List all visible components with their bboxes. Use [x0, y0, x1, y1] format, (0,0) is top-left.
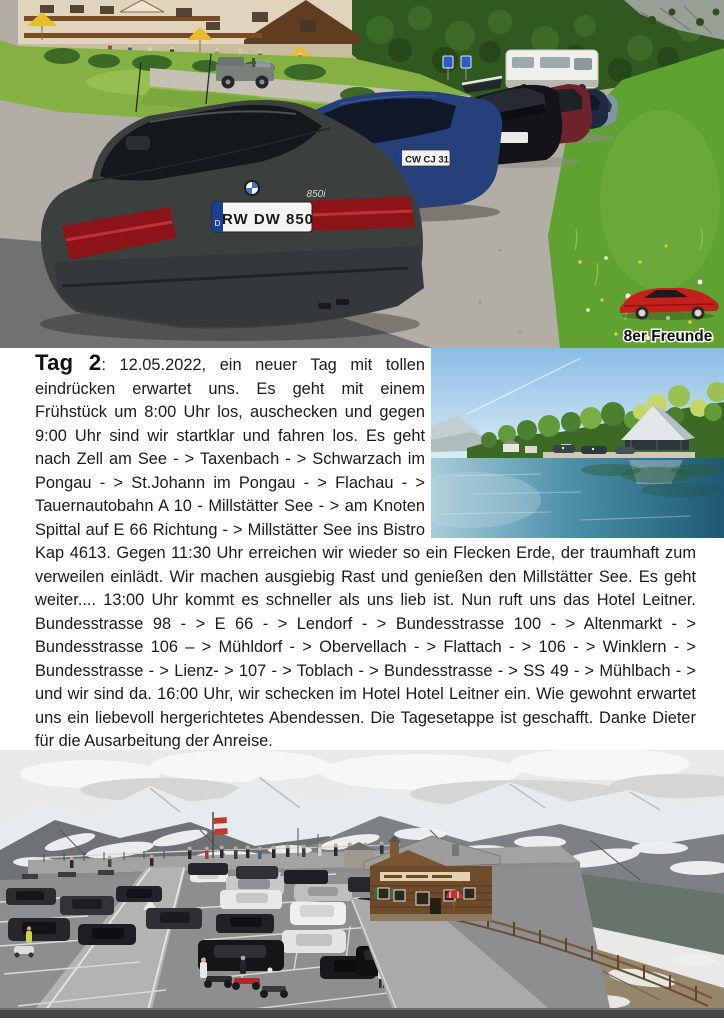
- watermark-label: 8er Freunde: [623, 328, 713, 345]
- day-heading: Tag 2: [35, 350, 102, 375]
- bottom-photo-alpine-pass: [0, 750, 724, 1018]
- svg-text:RW DW 850: RW DW 850: [221, 211, 315, 228]
- camper-van: [506, 50, 598, 92]
- wall-edge: [0, 1008, 724, 1010]
- bmw-roundel-icon: [244, 180, 260, 196]
- plate-country: D: [214, 219, 221, 228]
- top-photo-bmw-parking: [0, 0, 724, 348]
- side-mirror: [126, 136, 150, 150]
- club-watermark: [620, 288, 719, 345]
- day-body-text: : 12.05.2022, ein neuer Tag mit tollen eindrücken erwartet uns. Es geht mit einem Frühstück um 8:00 Uhr los, auschecken und gegen 9:00 Uhr sind wir startklar und fahren los. Es geht nach Zell am See - > Taxenbach - > Schwarzach im Pongau - > St.Johann im Pongau - > Flachau - > Tauernautobahn A 10 - Millstätter See - > am Knoten Spittal auf E 66 Richtung - > Millstätter See ins Bistro Kap 4613. Gegen 11:30 Uhr erreichen wir wieder so ein Flecken Erde, der traumhaft zum verweilen einlädt. Wir machen ausgiebig Rast und genießen den Millstätter See. Es geht weiter.... 13:00 Uhr kommt es schneller als uns lieb ist. Nun ruft uns das Hotel Leitner. Bundesstrasse 98 - > E 66 - > Lendorf - > Bundesstrasse 100 - > Altenmarkt - > Bundesstrasse 106 – > Mühldorf - > Obervellach - > Flattach - > 106 - > Winklern - > Bundesstrasse - > Lienz- > 107 - > Toblach - > Bundesstrasse - > SS 49 - > Mühlbach - > und wir sind da. 16:00 Uhr, wir schecken im Hotel Hotel Leitner ein. Wie gewohnt erwartet uns ein liebevoll hergerichtetes Abendessen. Die Tagesetappe ist geschafft. Danke Dieter für die Ausarbeitung der Anreise.: [35, 356, 696, 750]
- model-badge: 850i: [306, 189, 326, 200]
- lake-photo-millstaetter-see: [431, 348, 724, 538]
- wall-shadow: [0, 1010, 724, 1018]
- license-plate-blue-car: [396, 150, 450, 166]
- svg-text:CW CJ 31: CW CJ 31: [405, 154, 449, 166]
- license-plate-main: [212, 202, 314, 232]
